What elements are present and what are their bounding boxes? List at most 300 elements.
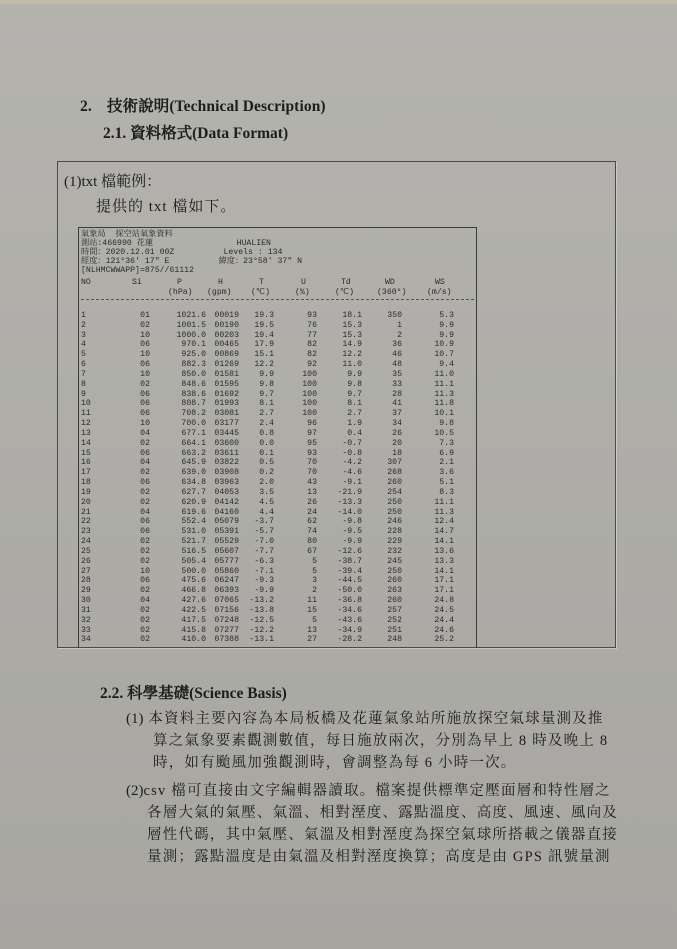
- cell-si: 10: [140, 419, 150, 429]
- table-row: [79, 439, 477, 448]
- table-row: [79, 311, 477, 320]
- cell-si: 04: [140, 507, 150, 517]
- section-title: 技術說明(Technical Description): [107, 98, 326, 115]
- txt-header-line: 測站:466990 花蓮 HUALIEN: [81, 239, 271, 248]
- cell-no: 17: [81, 468, 91, 478]
- cell-ws: 9.8: [439, 419, 454, 429]
- cell-td: 12.2: [342, 350, 362, 360]
- cell-t: -3.7: [254, 517, 274, 527]
- cell-u: 13: [307, 625, 317, 635]
- cell-no: 6: [81, 360, 86, 370]
- cell-u: 27: [307, 635, 317, 645]
- cell-p: 521.7: [181, 537, 206, 547]
- cell-ws: 11.8: [434, 399, 454, 409]
- cell-p: 552.4: [181, 517, 206, 527]
- cell-td: -0.7: [342, 438, 362, 448]
- cell-p: 415.8: [181, 625, 206, 635]
- cell-ws: 5.1: [439, 478, 454, 488]
- cell-h: 05529: [214, 537, 239, 547]
- cell-td: -21.9: [337, 487, 362, 497]
- cell-wd: 20: [392, 438, 402, 448]
- cell-t: 2.4: [259, 419, 274, 429]
- cell-si: 02: [140, 625, 150, 635]
- cell-si: 06: [140, 527, 150, 537]
- cell-u: 76: [307, 320, 317, 330]
- cell-u: 70: [307, 458, 317, 468]
- cell-ws: 24.8: [434, 596, 454, 606]
- cell-td: -12.6: [337, 546, 362, 556]
- cell-si: 02: [140, 497, 150, 507]
- col-header-u: U: [301, 278, 306, 287]
- cell-t: 0.2: [259, 468, 274, 478]
- cell-si: 02: [140, 586, 150, 596]
- cell-no: 20: [81, 497, 91, 507]
- cell-ws: 8.3: [439, 487, 454, 497]
- cell-h: 05777: [214, 556, 239, 566]
- table-row: [79, 360, 477, 369]
- cell-t: -13.1: [249, 635, 274, 645]
- cell-wd: 250: [387, 507, 402, 517]
- cell-p: 531.0: [181, 527, 206, 537]
- cell-u: 67: [307, 546, 317, 556]
- cell-ws: 11.1: [434, 379, 454, 389]
- cell-td: -50.0: [337, 586, 362, 596]
- section-heading: [80, 94, 326, 116]
- cell-u: 93: [307, 448, 317, 458]
- cell-no: 33: [81, 625, 91, 635]
- cell-ws: 11.3: [434, 507, 454, 517]
- cell-p: 410.0: [181, 635, 206, 645]
- cell-ws: 14.1: [434, 566, 454, 576]
- cell-t: -13.2: [249, 596, 274, 606]
- col-unit-u: (%): [295, 288, 310, 297]
- cell-wd: 307: [387, 458, 402, 468]
- cell-si: 06: [140, 409, 150, 419]
- cell-p: 838.6: [181, 389, 206, 399]
- cell-u: 13: [307, 487, 317, 497]
- cell-no: 13: [81, 428, 91, 438]
- cell-u: 15: [307, 605, 317, 615]
- paragraph-label: (2): [126, 783, 144, 799]
- cell-td: 15.3: [342, 320, 362, 330]
- cell-ws: 10.9: [434, 340, 454, 350]
- cell-ws: 12.4: [434, 517, 454, 527]
- cell-td: 0.4: [347, 428, 362, 438]
- col-header-t: T: [259, 278, 264, 287]
- cell-u: 92: [307, 360, 317, 370]
- cell-wd: 46: [392, 350, 402, 360]
- cell-u: 100: [302, 379, 317, 389]
- cell-si: 06: [140, 399, 150, 409]
- cell-wd: 48: [392, 360, 402, 370]
- txt-header-line: [NLHMCWWAPP]=875//61112: [81, 266, 195, 275]
- cell-wd: 33: [392, 379, 402, 389]
- cell-wd: 263: [387, 586, 402, 596]
- cell-p: 422.5: [181, 605, 206, 615]
- table-row: [79, 576, 477, 585]
- cell-si: 06: [140, 517, 150, 527]
- cell-p: 925.0: [181, 350, 206, 360]
- subsection-heading-data-format: 2.1. 資料格式(Data Format): [103, 125, 289, 142]
- cell-t: 0.5: [259, 458, 274, 468]
- cell-t: -9.9: [254, 586, 274, 596]
- cell-ws: 5.3: [439, 311, 454, 320]
- cell-h: 04053: [214, 487, 239, 497]
- cell-no: 25: [81, 546, 91, 556]
- cell-t: -12.2: [249, 625, 274, 635]
- cell-u: 5: [312, 615, 317, 625]
- cell-ws: 10.7: [434, 350, 454, 360]
- cell-p: 848.6: [181, 379, 206, 389]
- cell-no: 2: [81, 320, 86, 330]
- cell-t: -7.1: [254, 566, 274, 576]
- cell-t: -12.5: [249, 615, 274, 625]
- txt-header-line: 時間：2020.12.01 00Z Levels : 134: [81, 248, 283, 257]
- cell-no: 31: [81, 605, 91, 615]
- cell-ws: 17.1: [434, 586, 454, 596]
- cell-p: 664.1: [181, 438, 206, 448]
- cell-no: 18: [81, 478, 91, 488]
- cell-no: 12: [81, 419, 91, 429]
- cell-wd: 268: [387, 468, 402, 478]
- cell-wd: 232: [387, 546, 402, 556]
- cell-ws: 6.9: [439, 448, 454, 458]
- cell-no: 14: [81, 438, 91, 448]
- cell-td: -34.6: [337, 605, 362, 615]
- cell-wd: 36: [392, 340, 402, 350]
- col-header-td: Td: [341, 278, 351, 287]
- cell-si: 02: [140, 537, 150, 547]
- cell-p: 417.5: [181, 615, 206, 625]
- cell-wd: 350: [387, 311, 402, 320]
- cell-p: 708.2: [181, 409, 206, 419]
- cell-h: 05079: [214, 517, 239, 527]
- cell-t: -5.7: [254, 527, 274, 537]
- example-subtitle: 提供的 txt 檔如下。: [96, 199, 237, 215]
- table-row: [79, 508, 477, 517]
- cell-t: -13.8: [249, 605, 274, 615]
- cell-td: -44.5: [337, 576, 362, 586]
- cell-no: 9: [81, 389, 86, 399]
- cell-wd: 2: [397, 330, 402, 340]
- cell-p: 1021.6: [176, 311, 206, 320]
- cell-t: 4.5: [259, 497, 274, 507]
- cell-t: 19.4: [254, 330, 274, 340]
- table-row: [79, 409, 477, 418]
- cell-h: 01692: [214, 389, 239, 399]
- cell-h: 00465: [214, 340, 239, 350]
- cell-h: 01993: [214, 399, 239, 409]
- cell-td: -36.8: [337, 596, 362, 606]
- cell-h: 03908: [214, 468, 239, 478]
- cell-si: 02: [140, 379, 150, 389]
- cell-td: -34.9: [337, 625, 362, 635]
- cell-t: 17.9: [254, 340, 274, 350]
- cell-wd: 250: [387, 566, 402, 576]
- col-header-ws: WS: [435, 278, 445, 287]
- cell-u: 3: [312, 576, 317, 586]
- table-row: [79, 331, 477, 340]
- cell-t: 4.4: [259, 507, 274, 517]
- cell-td: -9.9: [342, 537, 362, 547]
- paragraph-label: (1): [126, 711, 144, 727]
- cell-wd: 18: [392, 448, 402, 458]
- cell-no: 11: [81, 409, 91, 419]
- cell-si: 02: [140, 438, 150, 448]
- cell-t: 9.7: [259, 389, 274, 399]
- cell-wd: 41: [392, 399, 402, 409]
- table-row: [79, 596, 477, 605]
- cell-t: 19.5: [254, 320, 274, 330]
- cell-no: 27: [81, 566, 91, 576]
- previous-page-edge: [0, 0, 677, 4]
- cell-h: 01595: [214, 379, 239, 389]
- cell-si: 06: [140, 389, 150, 399]
- table-row: [79, 606, 477, 615]
- col-header-h: H: [218, 278, 223, 287]
- cell-td: -0.8: [342, 448, 362, 458]
- cell-h: 01269: [214, 360, 239, 370]
- cell-ws: 9.9: [439, 330, 454, 340]
- cell-p: 700.0: [181, 419, 206, 429]
- cell-no: 1: [81, 311, 86, 320]
- cell-si: 01: [140, 311, 150, 320]
- cell-si: 06: [140, 478, 150, 488]
- table-row: [79, 557, 477, 566]
- col-unit-td: (℃): [335, 288, 355, 297]
- cell-t: 15.1: [254, 350, 274, 360]
- cell-h: 04160: [214, 507, 239, 517]
- cell-h: 03081: [214, 409, 239, 419]
- cell-p: 427.6: [181, 596, 206, 606]
- cell-t: 3.5: [259, 487, 274, 497]
- cell-wd: 260: [387, 478, 402, 488]
- cell-u: 62: [307, 517, 317, 527]
- cell-h: 07277: [214, 625, 239, 635]
- cell-h: 05391: [214, 527, 239, 537]
- paragraph-line: 層性代碼，其中氣壓、氣溫及相對溼度為探空氣球所搭載之儀器直接: [147, 827, 618, 843]
- cell-ws: 11.3: [434, 389, 454, 399]
- cell-h: 05860: [214, 566, 239, 576]
- col-header-p: P: [177, 278, 182, 287]
- cell-h: 03611: [214, 448, 239, 458]
- cell-u: 5: [312, 556, 317, 566]
- cell-no: 3: [81, 330, 86, 340]
- cell-si: 06: [140, 576, 150, 586]
- cell-p: 1001.5: [176, 320, 206, 330]
- cell-p: 1000.0: [176, 330, 206, 340]
- table-row: [79, 370, 477, 379]
- cell-ws: 24.4: [434, 615, 454, 625]
- cell-p: 663.2: [181, 448, 206, 458]
- cell-h: 03963: [214, 478, 239, 488]
- cell-h: 07248: [214, 615, 239, 625]
- cell-p: 882.3: [181, 360, 206, 370]
- cell-no: 30: [81, 596, 91, 606]
- cell-si: 06: [140, 340, 150, 350]
- cell-si: 04: [140, 428, 150, 438]
- cell-h: 03445: [214, 428, 239, 438]
- cell-u: 70: [307, 468, 317, 478]
- cell-si: 10: [140, 350, 150, 360]
- cell-ws: 3.6: [439, 468, 454, 478]
- cell-wd: 251: [387, 625, 402, 635]
- cell-p: 466.8: [181, 586, 206, 596]
- cell-u: 96: [307, 419, 317, 429]
- cell-td: -4.6: [342, 468, 362, 478]
- txt-file-sample: [78, 227, 477, 648]
- cell-t: -9.3: [254, 576, 274, 586]
- col-unit-ws: (m/s): [427, 288, 452, 297]
- table-row: [79, 626, 477, 635]
- cell-td: -13.3: [337, 497, 362, 507]
- cell-h: 03822: [214, 458, 239, 468]
- column-unit-row: [79, 288, 477, 297]
- cell-wd: 35: [392, 369, 402, 379]
- cell-si: 10: [140, 369, 150, 379]
- table-row: [79, 488, 477, 497]
- cell-wd: 246: [387, 517, 402, 527]
- cell-no: 10: [81, 399, 91, 409]
- cell-si: 02: [140, 635, 150, 645]
- cell-no: 16: [81, 458, 91, 468]
- cell-h: 00869: [214, 350, 239, 360]
- example-title: (1)txt 檔範例：: [64, 174, 162, 190]
- cell-u: 2: [312, 586, 317, 596]
- cell-td: -38.7: [337, 556, 362, 566]
- cell-p: 645.9: [181, 458, 206, 468]
- cell-si: 10: [140, 566, 150, 576]
- cell-t: 2.7: [259, 409, 274, 419]
- table-row: [79, 380, 477, 389]
- cell-wd: 254: [387, 487, 402, 497]
- cell-ws: 11.0: [434, 369, 454, 379]
- paragraph-line: 各層大氣的氣壓、氣溫、相對溼度、露點溫度、高度、風速、風向及: [147, 805, 618, 821]
- cell-no: 7: [81, 369, 86, 379]
- cell-p: 808.7: [181, 399, 206, 409]
- cell-t: 9.9: [259, 369, 274, 379]
- cell-p: 850.0: [181, 369, 206, 379]
- paragraph-line: 算之氣象要素觀測數值，每日施放兩次，分別為早上 8 時及晚上 8: [153, 733, 609, 749]
- cell-h: 07156: [214, 605, 239, 615]
- cell-no: 24: [81, 537, 91, 547]
- cell-u: 100: [302, 369, 317, 379]
- table-row: [79, 419, 477, 428]
- cell-p: 639.0: [181, 468, 206, 478]
- col-unit-t: (℃): [251, 288, 271, 297]
- table-row: [79, 321, 477, 330]
- cell-ws: 10.5: [434, 428, 454, 438]
- cell-h: 04142: [214, 497, 239, 507]
- cell-u: 100: [302, 409, 317, 419]
- cell-wd: 37: [392, 409, 402, 419]
- cell-si: 02: [140, 546, 150, 556]
- cell-h: 00190: [214, 320, 239, 330]
- paragraph-line: csv 檔可直接由文字編輯器讀取。檔案提供標準定壓面層和特性層之: [143, 783, 611, 799]
- cell-ws: 2.1: [439, 458, 454, 468]
- cell-wd: 228: [387, 527, 402, 537]
- cell-p: 627.7: [181, 487, 206, 497]
- table-row: [79, 399, 477, 408]
- cell-si: 02: [140, 605, 150, 615]
- cell-h: 07388: [214, 635, 239, 645]
- cell-si: 02: [140, 487, 150, 497]
- cell-wd: 28: [392, 389, 402, 399]
- cell-h: 06393: [214, 586, 239, 596]
- paragraph-line: 本資料主要內容為本局板橋及花蓮氣象站所施放探空氣球量測及推: [148, 711, 604, 727]
- cell-u: 5: [312, 566, 317, 576]
- txt-header-line: 經度：121°36' 17" E 緯度：23°58' 37" N: [81, 257, 303, 266]
- col-unit-p: (hPa): [168, 288, 193, 297]
- table-row: [79, 635, 477, 644]
- table-row: [79, 537, 477, 546]
- table-row: [79, 478, 477, 487]
- cell-t: 0.8: [259, 428, 274, 438]
- cell-wd: 229: [387, 537, 402, 547]
- cell-ws: 14.7: [434, 527, 454, 537]
- cell-wd: 260: [387, 596, 402, 606]
- paragraph-line: 量測；露點溫度是由氣溫及相對溼度換算；高度是由 GPS 訊號量測: [147, 849, 611, 865]
- cell-td: -9.8: [342, 517, 362, 527]
- cell-wd: 26: [392, 428, 402, 438]
- cell-si: 10: [140, 330, 150, 340]
- table-row: [79, 517, 477, 526]
- subsection-heading-science-basis: 2.2. 科學基礎(Science Basis): [100, 685, 287, 702]
- cell-ws: 24.5: [434, 605, 454, 615]
- cell-u: 77: [307, 330, 317, 340]
- cell-td: 9.9: [347, 369, 362, 379]
- cell-td: -39.4: [337, 566, 362, 576]
- cell-td: -43.6: [337, 615, 362, 625]
- col-unit-wd: (360°): [377, 288, 407, 297]
- cell-p: 677.1: [181, 428, 206, 438]
- cell-wd: 34: [392, 419, 402, 429]
- table-row: [79, 449, 477, 458]
- cell-u: 74: [307, 527, 317, 537]
- cell-td: 9.7: [347, 389, 362, 399]
- cell-ws: 25.2: [434, 635, 454, 645]
- cell-h: 01581: [214, 369, 239, 379]
- col-header-si: Si: [132, 278, 142, 287]
- cell-h: 05607: [214, 546, 239, 556]
- paragraph-line: 時，如有颱風加強觀測時，會調整為每 6 小時一次。: [153, 755, 517, 771]
- cell-td: -9.5: [342, 527, 362, 537]
- cell-u: 11: [307, 596, 317, 606]
- cell-wd: 257: [387, 605, 402, 615]
- cell-ws: 24.6: [434, 625, 454, 635]
- cell-h: 00019: [214, 311, 239, 320]
- cell-u: 26: [307, 497, 317, 507]
- cell-p: 619.6: [181, 507, 206, 517]
- cell-td: 11.0: [342, 360, 362, 370]
- table-row: [79, 468, 477, 477]
- cell-u: 100: [302, 399, 317, 409]
- table-row: [79, 527, 477, 536]
- cell-t: -7.0: [254, 537, 274, 547]
- cell-wd: 248: [387, 635, 402, 645]
- cell-no: 8: [81, 379, 86, 389]
- cell-td: 18.1: [342, 311, 362, 320]
- cell-td: -14.0: [337, 507, 362, 517]
- cell-ws: 14.1: [434, 537, 454, 547]
- cell-wd: 1: [397, 320, 402, 330]
- cell-wd: 250: [387, 497, 402, 507]
- cell-u: 43: [307, 478, 317, 488]
- cell-t: -6.3: [254, 556, 274, 566]
- table-row: [79, 547, 477, 556]
- cell-t: 2.0: [259, 478, 274, 488]
- cell-ws: 17.1: [434, 576, 454, 586]
